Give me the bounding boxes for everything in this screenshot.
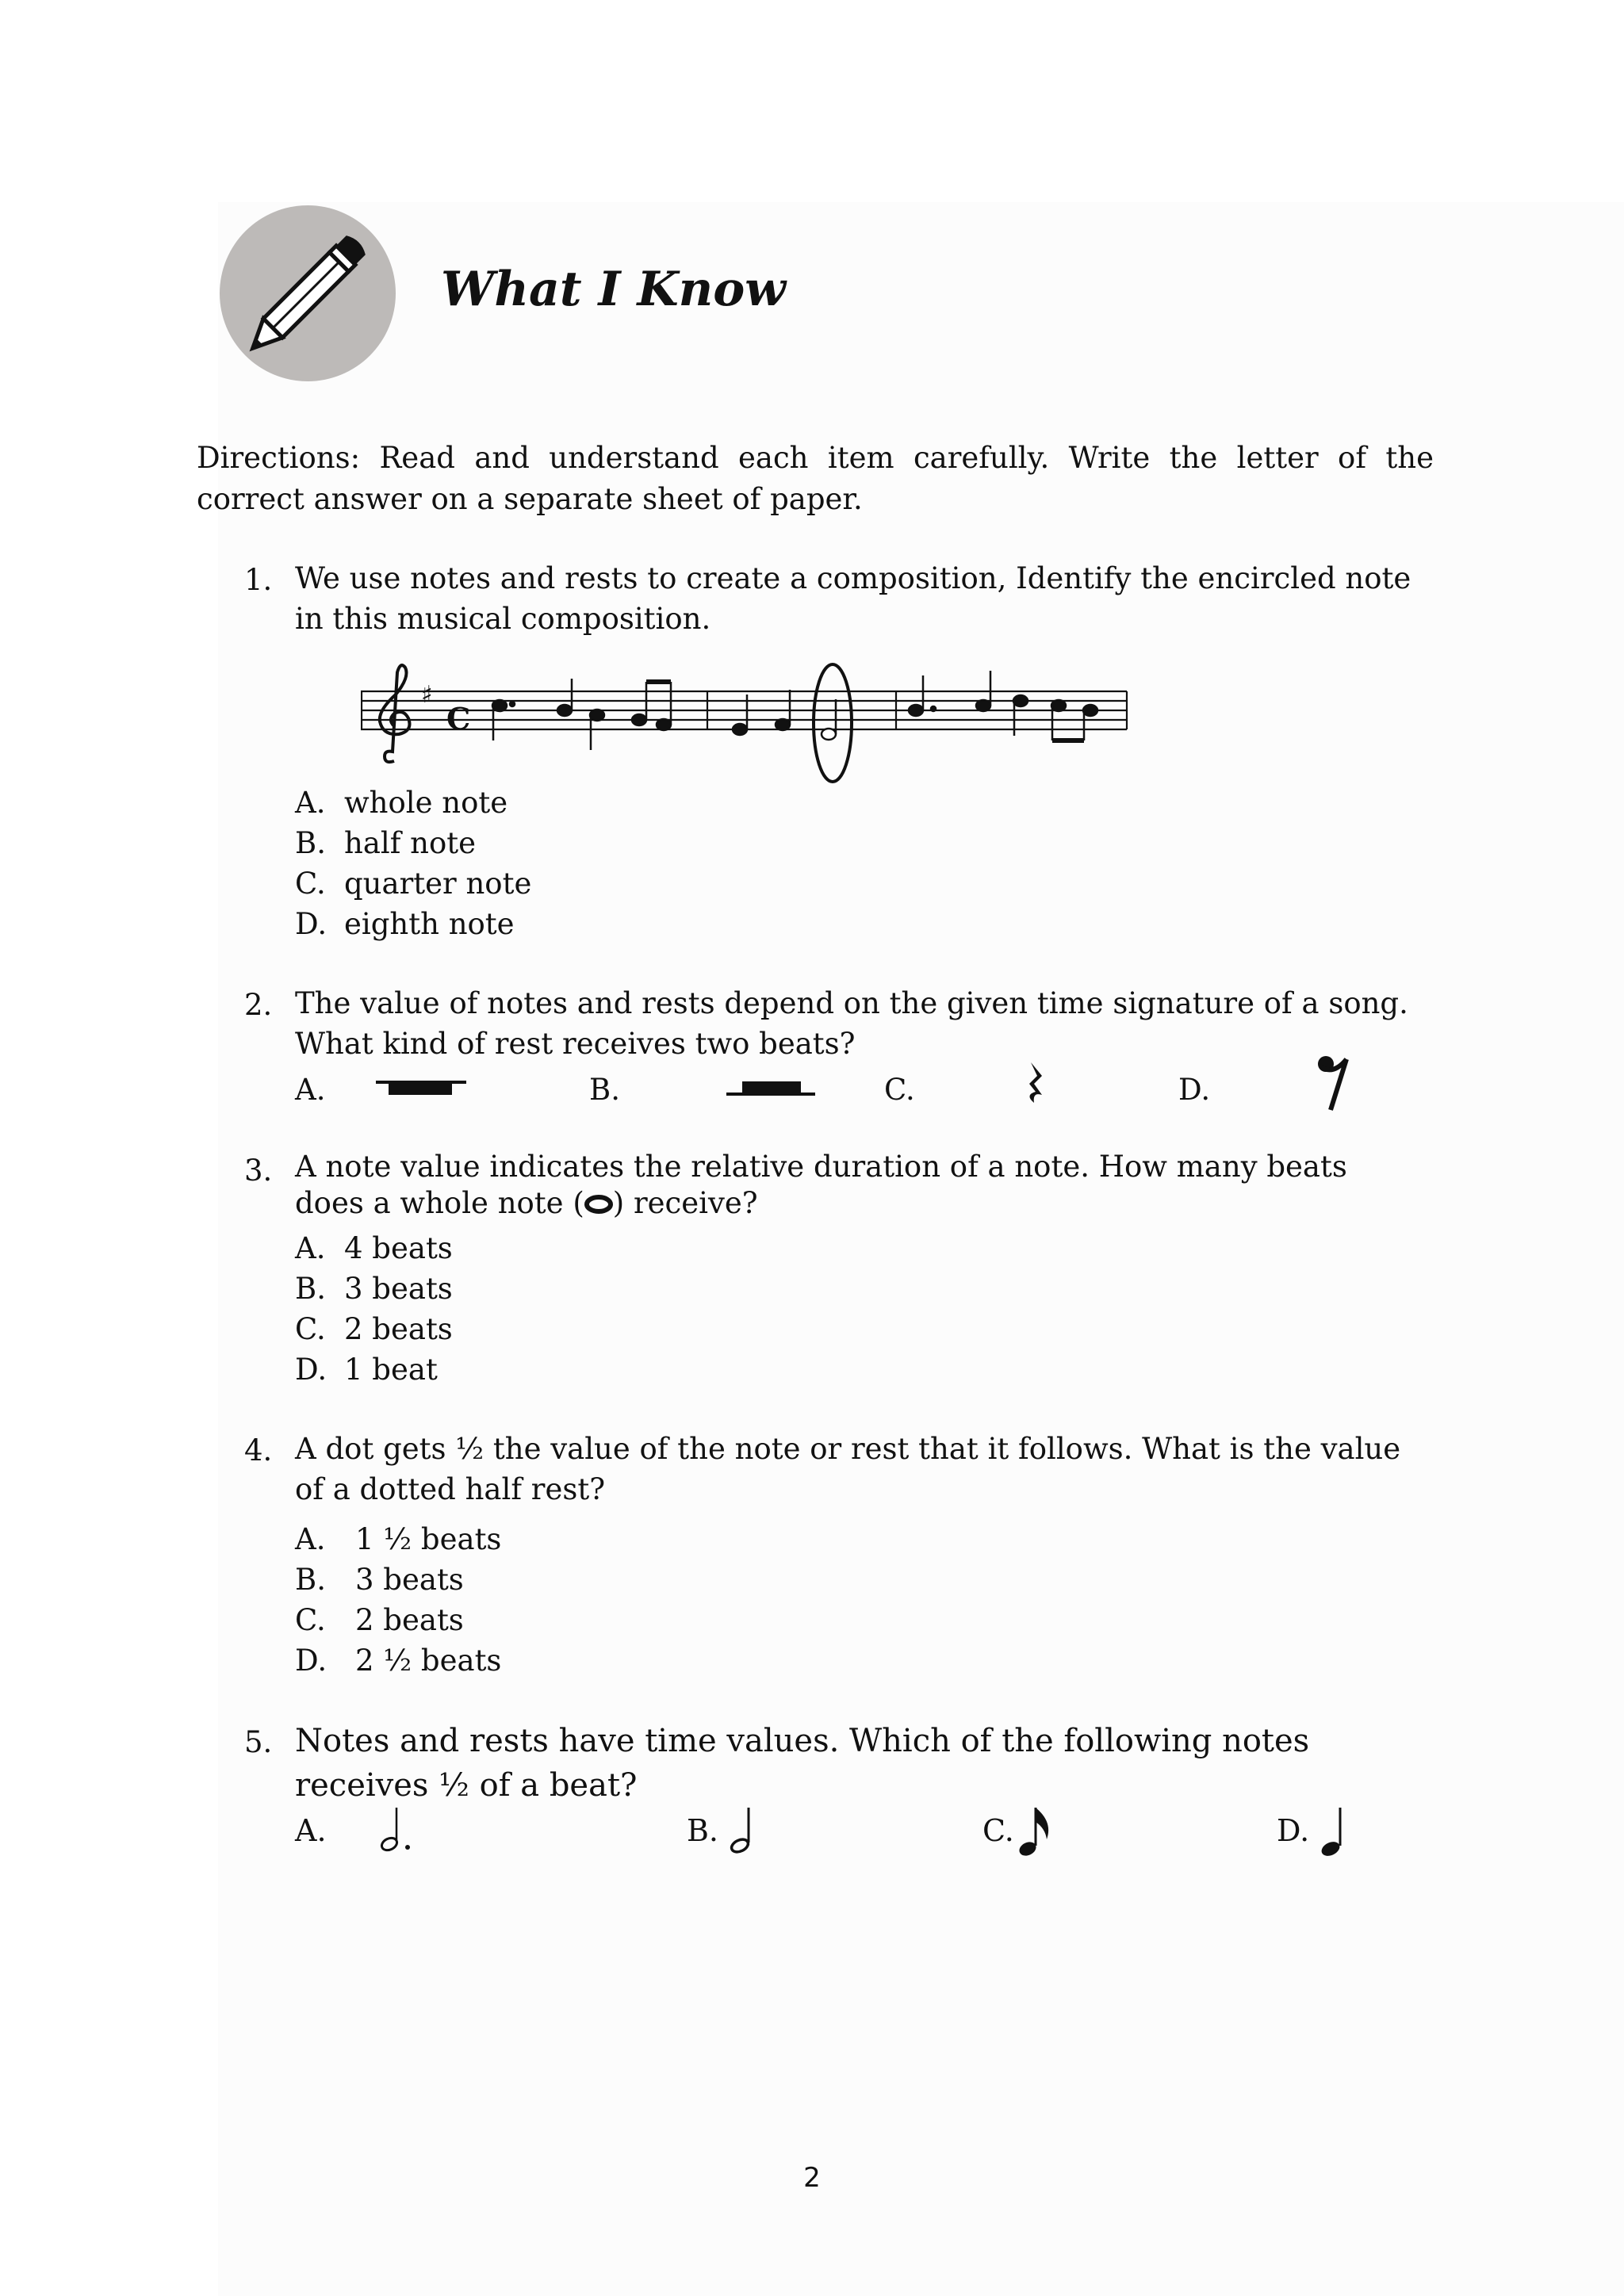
whole-note-icon <box>584 1194 613 1215</box>
svg-text:♯: ♯ <box>421 681 433 709</box>
option-2b-label[interactable]: B. <box>589 1073 620 1107</box>
page-number: 2 <box>803 2162 821 2194</box>
option-5c-label[interactable]: C. <box>982 1813 1014 1848</box>
question-text: A dot gets ½ the value of the note or rest that it follows. What is the value of a dotted half rest? <box>295 1432 1401 1506</box>
svg-text:C: C <box>446 701 471 737</box>
option-3b[interactable]: B. 3 beats <box>295 1272 453 1306</box>
option-3a[interactable]: A. 4 beats <box>295 1231 453 1265</box>
whole-rest-icon <box>374 1078 468 1097</box>
question-number: 5. <box>244 1725 273 1759</box>
directions-text: Directions: Read and understand each item carefully. Write the letter of the correct answer on a separate sheet of paper. <box>197 441 1434 516</box>
option-2d-label[interactable]: D. <box>1178 1073 1211 1107</box>
option-4c[interactable]: C. 2 beats <box>295 1603 464 1637</box>
question-text: A note value indicates the relative duration of a note. How many beats does a whole note ( ) receive? <box>295 1150 1347 1220</box>
option-4b[interactable]: B. 3 beats <box>295 1563 464 1597</box>
option-1b[interactable]: B. half note <box>295 826 477 860</box>
question-number: 4. <box>244 1433 273 1468</box>
option-1a[interactable]: A. whole note <box>295 786 508 820</box>
dotted-half-note-icon <box>379 1804 416 1855</box>
eighth-rest-icon <box>1316 1054 1351 1113</box>
option-5d-label[interactable]: D. <box>1277 1813 1310 1848</box>
question-number: 1. <box>244 563 273 597</box>
question-text: We use notes and rests to create a composition, Identify the encircled note in this musical composition. <box>295 561 1411 636</box>
option-4d[interactable]: D. 2 ½ beats <box>295 1644 502 1678</box>
option-2a-label[interactable]: A. <box>295 1073 326 1107</box>
half-note-icon <box>728 1804 755 1855</box>
option-1c[interactable]: C. quarter note <box>295 867 532 901</box>
quarter-note-icon <box>1318 1804 1348 1858</box>
option-1d[interactable]: D. eighth note <box>295 907 515 941</box>
option-5b-label[interactable]: B. <box>687 1813 719 1848</box>
quarter-rest-icon <box>1025 1060 1048 1106</box>
option-3c[interactable]: C. 2 beats <box>295 1312 453 1346</box>
pencil-icon <box>220 205 396 381</box>
page-title: What I Know <box>441 262 786 317</box>
question-number: 3. <box>244 1154 273 1188</box>
option-3d[interactable]: D. 1 beat <box>295 1353 438 1387</box>
question-text: Notes and rests have time values. Which of the following notes receives ½ of a beat? <box>295 1723 1310 1804</box>
option-5a-label[interactable]: A. <box>295 1813 327 1848</box>
question-number: 2. <box>244 988 273 1022</box>
half-rest-icon <box>725 1080 817 1099</box>
option-4a[interactable]: A. 1 ½ beats <box>295 1522 502 1556</box>
eighth-note-icon <box>1018 1804 1056 1858</box>
question-text: The value of notes and rests depend on the given time signature of a song. What kind of rest receives two beats? <box>295 986 1408 1061</box>
music-staff-image <box>361 656 1130 787</box>
option-2c-label[interactable]: C. <box>884 1073 915 1107</box>
